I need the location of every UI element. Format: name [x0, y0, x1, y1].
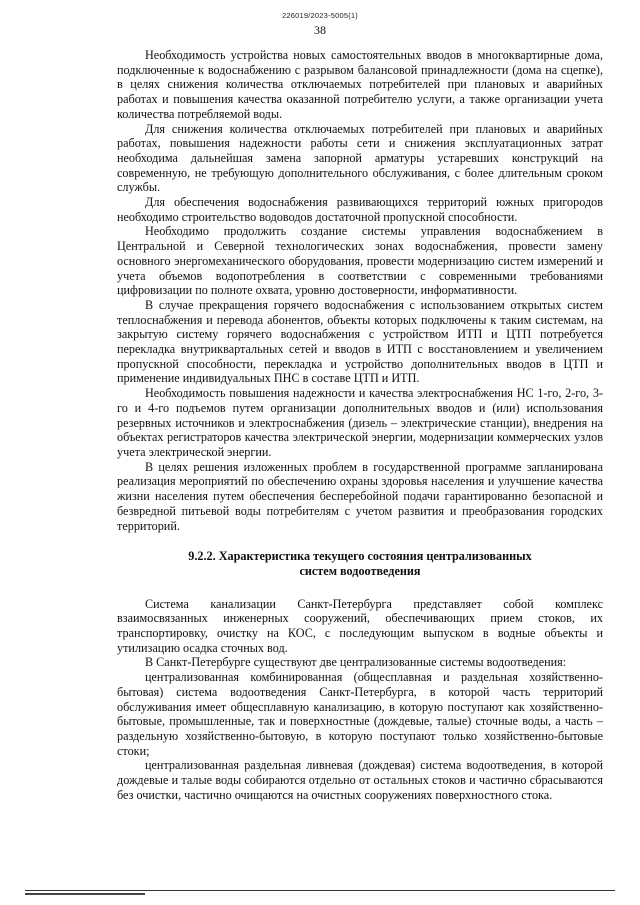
- page-bottom-rule-accent: [25, 893, 145, 895]
- paragraph: Для снижения количества отключаемых потребителей при плановых и аварийных работах, повышения надежности работы сети и снижения эксплуатационных затрат необходима дальнейшая замена запорной арматуры устаревших конструкций на современную, не требующую дополнительного обслуживания, с более длительным сроком службы.: [117, 121, 603, 195]
- page-bottom-rule: [25, 890, 615, 891]
- paragraph: Необходимость устройства новых самостоятельных вводов в многоквартирные дома, подключенные к водоснабжению с разрывом балансовой принадлежности (дома на сцепке), в целях снижения количества отключаемых потребителей при плановых и аварийных работах и повышения качества оказанной потребителю услуги, а также организации учета количества потребляемой воды.: [117, 48, 603, 121]
- section-heading-line: 9.2.2. Характеристика текущего состояния централизованных: [188, 549, 532, 564]
- page-number: 38: [314, 23, 326, 37]
- document-id: 226019/2023-5005(1): [282, 11, 358, 20]
- section-heading-line: систем водоотведения: [299, 563, 421, 578]
- paragraph: В случае прекращения горячего водоснабжения с использованием открытых систем теплоснабжения и перевода абонентов, объекты которых подключены к таким системам, на закрытую систему горячего водоснабжения с устройством ИТП и ЦТП потребуется перекладка внутриквартальных сетей и вводов в ИТП с восстановлением и увеличением пропускной способности, перекладка и устройство дополнительных вводов в ЦТП и применение индивидуальных ПНС в составе ЦТП и ИТП.: [117, 297, 603, 386]
- paragraph: Система канализации Санкт-Петербурга представляет собой комплекс взаимосвязанных инженерных сооружений, обеспечивающих прием стоков, их транспортировку, очистку на КОС, с последующим выпуском в водные объекты и утилизацию осадка сточных вод.: [117, 596, 603, 655]
- paragraph: В Санкт-Петербурге существуют две централизованные системы водоотведения:: [145, 655, 567, 670]
- paragraph: В целях решения изложенных проблем в государственной программе запланирована реализация мероприятий по обеспечению охраны здоровья населения и улучшение качества жизни населения путем обеспечения бесперебойной подачи гарантированно безопасной и безвредной питьевой воды потребителям с учетом развития и преобразования городских территорий.: [117, 459, 603, 533]
- document-body: [117, 48, 603, 802]
- section-heading: [117, 549, 603, 578]
- paragraph: централизованная раздельная ливневая (дождевая) система водоотведения, в которой дождевые и талые воды собираются отдельно от остальных стоков и частично сбрасываются без очистки, частично очищаются на очистных сооружениях поверхностного стока.: [117, 758, 603, 802]
- paragraph: Необходимость повышения надежности и качества электроснабжения НС 1-го, 2-го, 3-го и 4-го подъемов путем организации дополнительных вводов и (или) использования резервных источников и электроснабжения (дизель – электрические станции), внедрения на объектах регистраторов качества электрической энергии, модернизации коммерческих узлов учета электрической энергии.: [117, 386, 603, 459]
- paragraph: Для обеспечения водоснабжения развивающихся территорий южных пригородов необходимо строительство водоводов достаточной пропускной способности.: [117, 195, 603, 224]
- paragraph: Необходимо продолжить создание системы управления водоснабжением в Центральной и Северной технологических зонах водоснабжения, провести замену основного энергомеханического оборудования, провести модернизацию систем измерений и учета объемов водопотребления в соответствии с современными требованиями цифровизации по полноте охвата, уровню достоверности, информативности.: [117, 224, 603, 298]
- paragraph: централизованная комбинированная (общесплавная и раздельная хозяйственно-бытовая) система водоотведения Санкт-Петербурга, в которой часть территорий обслуживания имеет общесплавную канализацию, в которую поступают как хозяйственно-бытовые, промышленные, так и поверхностные (дождевые, талые) сточные воды, а часть – раздельную хозяйственно-бытовую, в которую поступают только хозяйственно-бытовые стоки;: [117, 670, 603, 758]
